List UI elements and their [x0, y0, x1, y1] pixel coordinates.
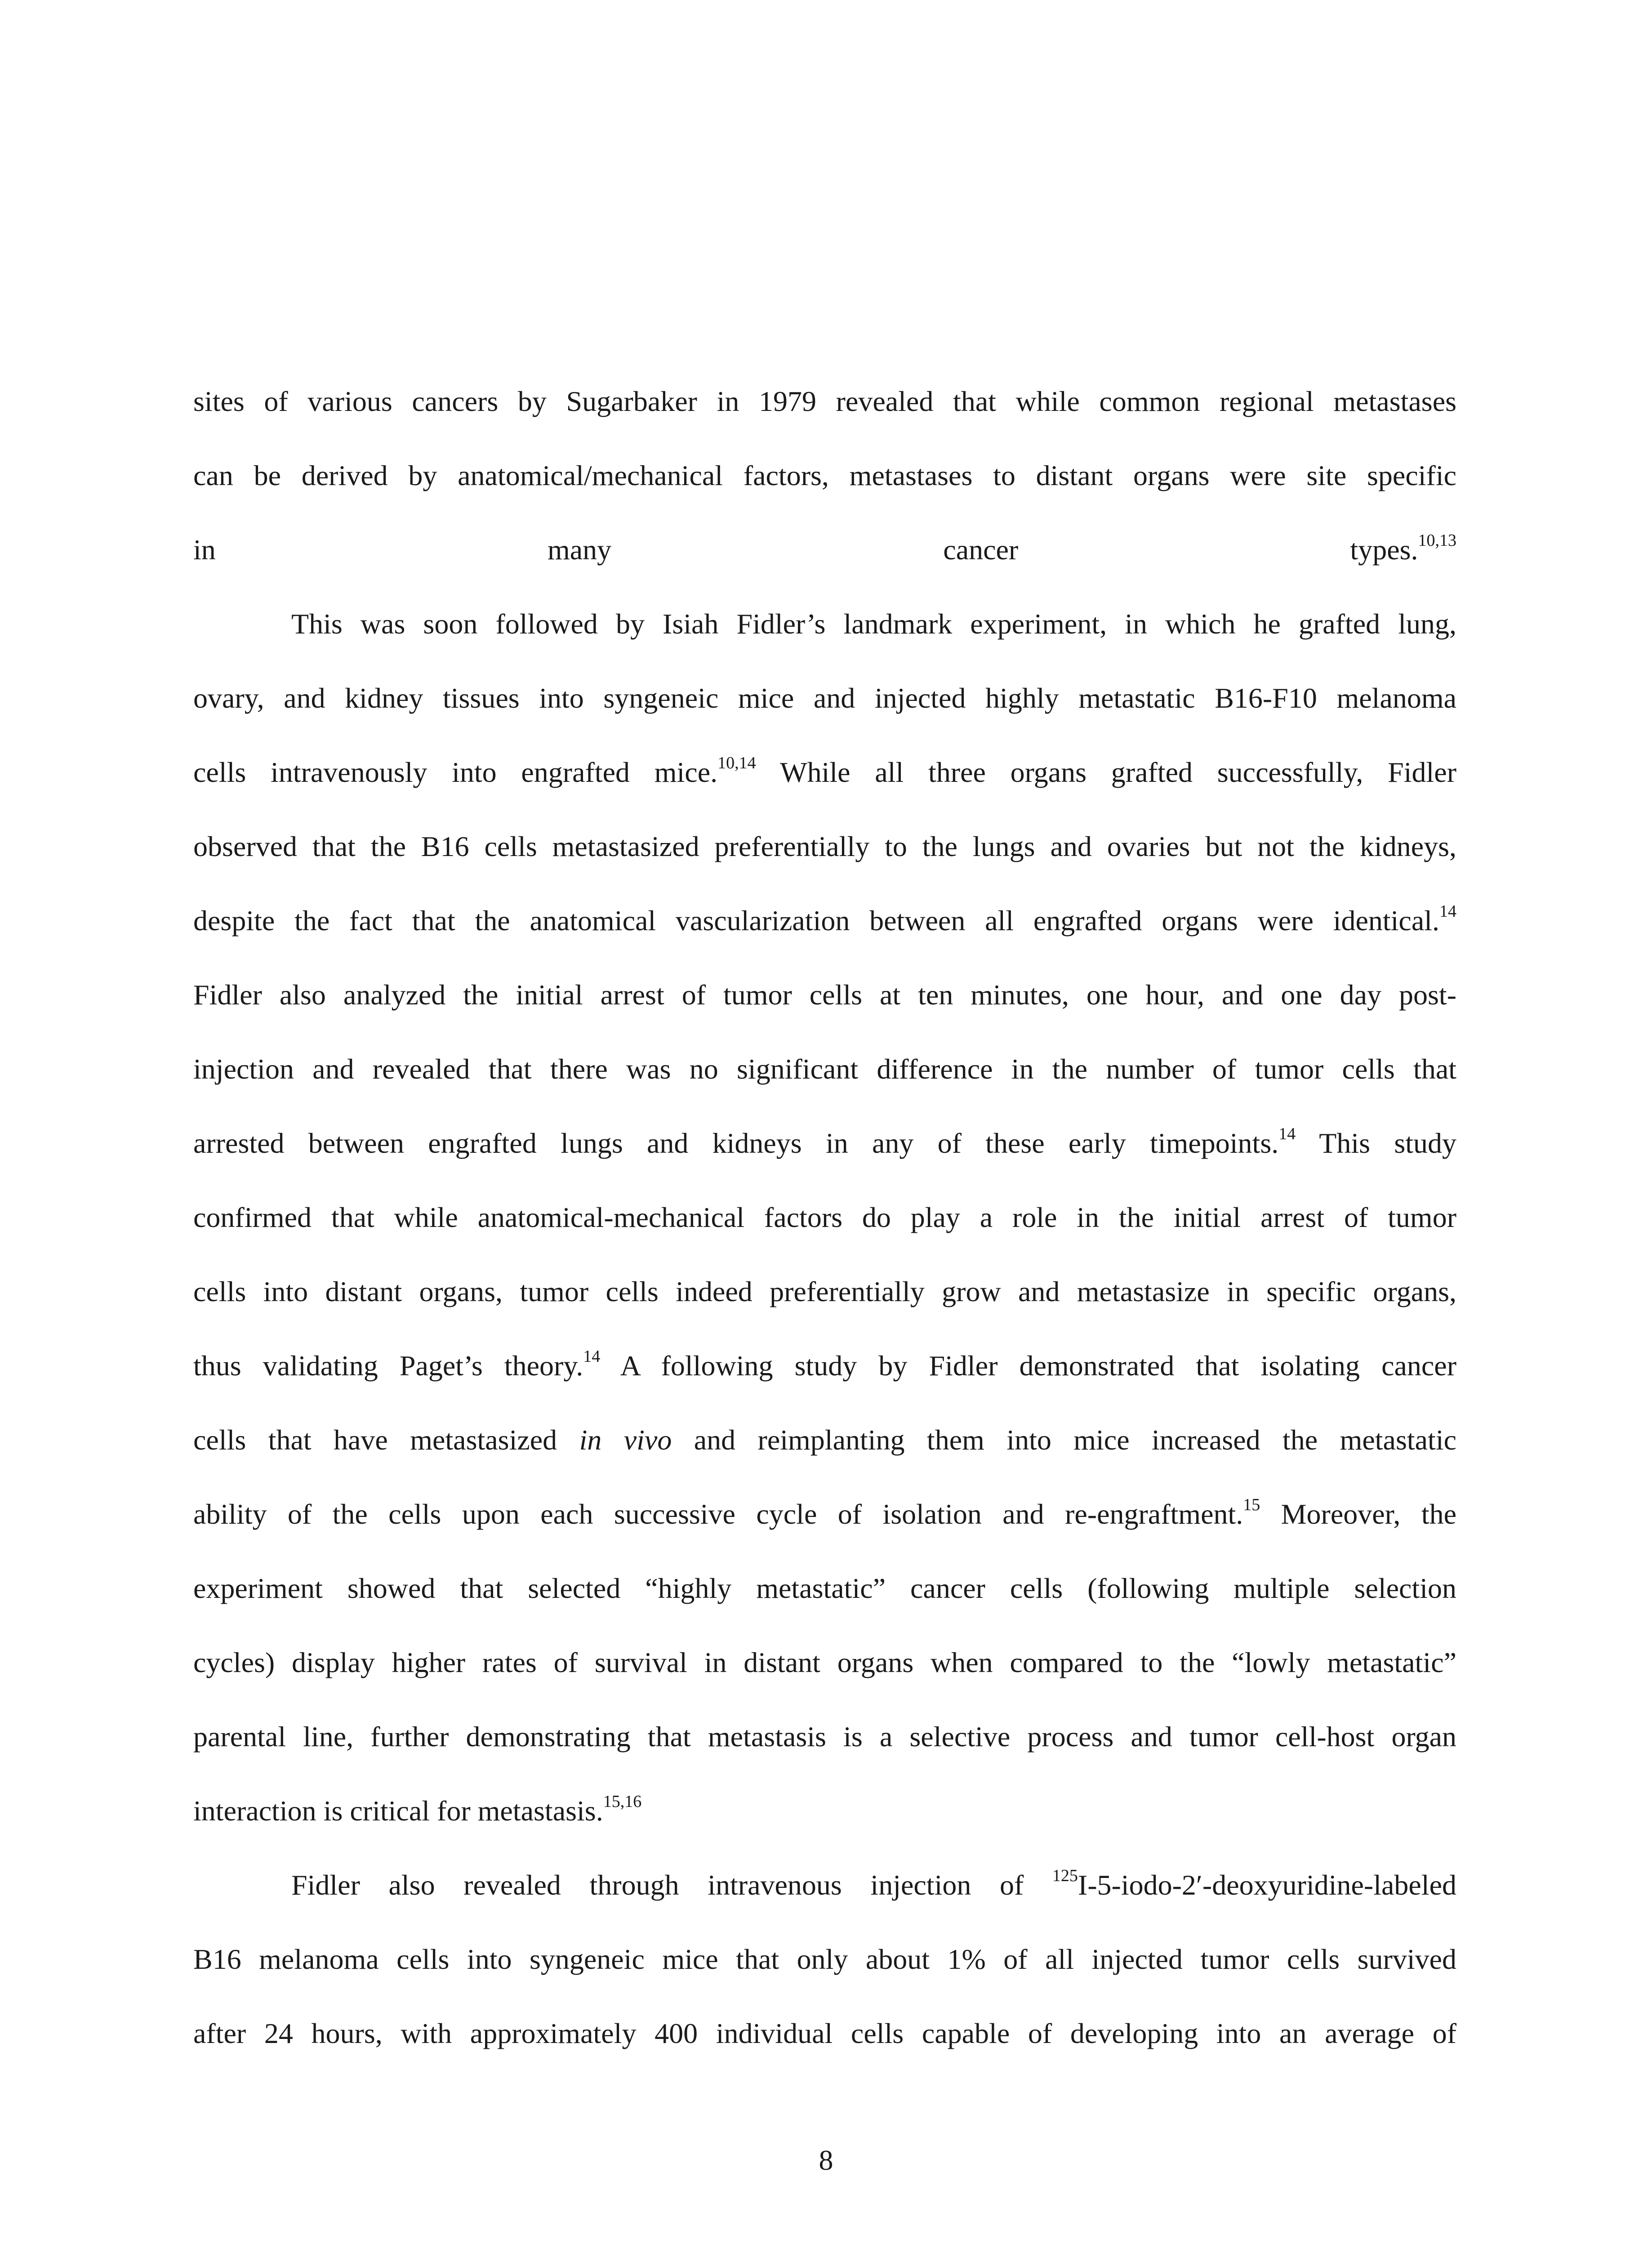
text-line [193, 1774, 1456, 1848]
text-run: despite the fact that the anatomical vascularization between all engrafted organs were identical. [193, 905, 1439, 937]
text-run: experiment showed that selected “highly metastatic” cancer cells (following multiple selection [193, 1572, 1456, 1604]
text-run: thus validating Paget’s theory. [193, 1350, 583, 1382]
text-run: Fidler also revealed through intravenous injection of [291, 1869, 1052, 1901]
text-run: B16 melanoma cells into syngeneic mice that only about 1% of all injected tumor cells survived [193, 1943, 1456, 1975]
text-line [193, 1254, 1456, 1329]
citation-superscript: 10,13 [1418, 531, 1456, 550]
text-line [193, 883, 1456, 958]
citation-superscript: 15 [1243, 1495, 1260, 1514]
text-line [193, 1996, 1456, 2070]
citation-superscript: 14 [1278, 1124, 1296, 1143]
text-line [193, 661, 1456, 735]
italic-text: in vivo [579, 1424, 672, 1456]
text-run: confirmed that while anatomical-mechanical factors do play a role in the initial arrest of tumor [193, 1201, 1456, 1233]
text-run: sites of various cancers by Sugarbaker in 1979 revealed that while common regional metastases [193, 385, 1456, 417]
text-run: after 24 hours, with approximately 400 individual cells capable of developing into an average of [193, 2017, 1456, 2049]
text-run: can be derived by anatomical/mechanical factors, metastases to distant organs were site specific [193, 459, 1456, 491]
text-line [193, 1106, 1456, 1180]
text-line [193, 587, 1456, 661]
text-line [193, 1699, 1456, 1774]
body-text [193, 364, 1456, 2070]
text-line [193, 735, 1456, 809]
citation-superscript: 10,14 [717, 753, 756, 772]
text-run: cells into distant organs, tumor cells indeed preferentially grow and metastasize in specific organs, [193, 1276, 1456, 1307]
text-run: ovary, and kidney tissues into syngeneic mice and injected highly metastatic B16-F10 melanoma [193, 682, 1456, 714]
text-run: I-5-iodo-2′-deoxyuridine-labeled [1078, 1869, 1456, 1901]
text-run: in many cancer types. [193, 534, 1418, 566]
text-line [193, 513, 1456, 587]
text-run: cells intravenously into engrafted mice. [193, 756, 718, 788]
citation-superscript: 14 [1439, 901, 1456, 921]
text-run: interaction is critical for metastasis. [193, 1795, 603, 1827]
text-line [193, 1625, 1456, 1699]
text-line [193, 1403, 1456, 1477]
text-run: ability of the cells upon each successive cycle of isolation and re-engraftment. [193, 1498, 1243, 1530]
citation-superscript: 15,16 [603, 1792, 642, 1811]
text-line [193, 1180, 1456, 1254]
text-run: Fidler also analyzed the initial arrest of tumor cells at ten minutes, one hour, and one day post- [193, 979, 1456, 1011]
text-run: injection and revealed that there was no significant difference in the number of tumor cells that [193, 1053, 1456, 1085]
text-run: A following study by Fidler demonstrated that isolating cancer [600, 1350, 1456, 1382]
text-run: parental line, further demonstrating that metastasis is a selective process and tumor cell-host organ [193, 1721, 1456, 1753]
text-run: cycles) display higher rates of survival in distant organs when compared to the “lowly metastatic” [193, 1646, 1456, 1678]
text-line [193, 809, 1456, 883]
text-run: Moreover, the [1260, 1498, 1456, 1530]
citation-superscript: 14 [583, 1347, 601, 1366]
text-line [193, 364, 1456, 438]
text-run: observed that the B16 cells metastasized preferentially to the lungs and ovaries but not the kidneys, [193, 830, 1456, 862]
text-run: and reimplanting them into mice increased the metastatic [672, 1424, 1456, 1456]
text-run: This study [1296, 1127, 1456, 1159]
text-run: arrested between engrafted lungs and kidneys in any of these early timepoints. [193, 1127, 1279, 1159]
text-line [193, 1848, 1456, 1922]
text-line [193, 1032, 1456, 1106]
text-line [193, 438, 1456, 513]
text-run: While all three organs grafted successfully, Fidler [756, 756, 1456, 788]
text-run: This was soon followed by Isiah Fidler’s landmark experiment, in which he grafted lung, [291, 608, 1456, 640]
text-line [193, 1922, 1456, 1996]
text-line [193, 1477, 1456, 1551]
text-line [193, 1329, 1456, 1403]
text-line [193, 958, 1456, 1032]
text-line [193, 1551, 1456, 1625]
text-run: cells that have metastasized [193, 1424, 579, 1456]
page-number: 8 [819, 2144, 833, 2176]
citation-superscript: 125 [1052, 1866, 1078, 1885]
